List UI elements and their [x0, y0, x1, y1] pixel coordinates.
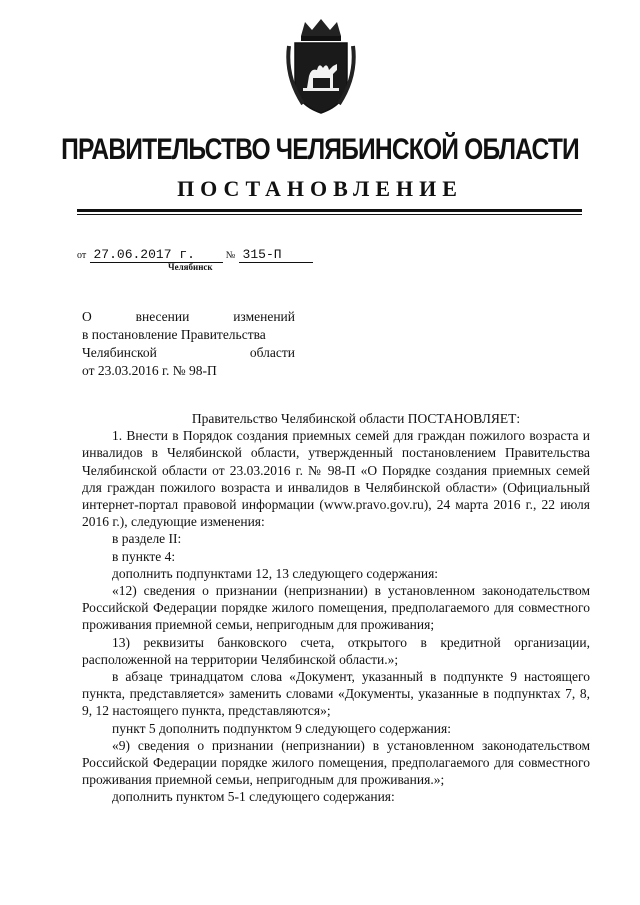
- document-body: [82, 410, 590, 806]
- document-type-title: ПОСТАНОВЛЕНИЕ: [177, 176, 463, 201]
- document-meta: [77, 246, 313, 263]
- body-paragraph: дополнить подпунктами 12, 13 следующего содержания:: [112, 565, 439, 581]
- body-paragraph: «12) сведения о признании (непризнании) в установленном законодательством Российской Федерации порядке жилого помещения, предполагаемого для совместного проживания приемной семьи, непригодным для проживания;: [82, 583, 590, 633]
- number-label: №: [225, 250, 236, 261]
- document-date: 27.06.2017 г.: [90, 247, 223, 263]
- body-paragraph: в пункте 4:: [112, 548, 176, 564]
- subject-line: О внесении изменений: [82, 309, 295, 324]
- body-paragraph: в абзаце тринадцатом слова «Документ, указанный в подпункте 9 настоящего пункта, представляется» заменить словами «Документы, указанные в подпунктах 7, 8, 9, 12 настоящего пункта, представляются»;: [82, 669, 590, 719]
- document-number: 315-П: [239, 247, 313, 263]
- resolution-preamble: Правительство Челябинской области ПОСТАНОВЛЯЕТ:: [191, 411, 521, 426]
- body-paragraph: в разделе II:: [112, 531, 182, 547]
- document-city: Челябинск: [168, 262, 213, 272]
- body-paragraph: 1. Внести в Порядок создания приемных семей для граждан пожилого возраста и инвалидов в Челябинской области, утвержденный постановлением Правительства Челябинской области от 23.03.2016 г. № 98-П «О Порядке создания приемных семей для граждан пожилого возраста и инвалидов в Челябинской области» (Официальный интернет-портал правовой информации (www.pravo.gov.ru), 24 марта 2016 г., 22 июля 2016 г.), следующие изменения:: [82, 428, 590, 530]
- body-paragraph: пункт 5 дополнить подпунктом 9 следующего содержания:: [112, 720, 451, 736]
- body-paragraph: 13) реквизиты банковского счета, открытого в кредитной организации, расположенной на территории Челябинской области.»;: [82, 634, 590, 667]
- body-paragraph: «9) сведения о признании (непризнании) в установленном законодательством Российской Федерации порядке жилого помещения, предполагаемого для совместного проживания приемной семьи, непригодным для проживания.»;: [82, 737, 590, 788]
- government-title: ПРАВИТЕЛЬСТВО ЧЕЛЯБИНСКОЙ ОБЛАСТИ: [61, 133, 579, 166]
- subject-line: от 23.03.2016 г. № 98-П: [82, 363, 217, 378]
- subject-line: Челябинской области: [82, 345, 295, 360]
- header-rule-thick: [77, 209, 582, 212]
- document-subject: [82, 308, 295, 380]
- subject-line: в постановление Правительства: [82, 327, 266, 342]
- date-label: от: [77, 250, 87, 261]
- coat-of-arms-emblem-icon: [283, 16, 359, 116]
- header-rule-thin: [77, 214, 582, 215]
- body-paragraph: дополнить пунктом 5-1 следующего содержания:: [112, 789, 395, 805]
